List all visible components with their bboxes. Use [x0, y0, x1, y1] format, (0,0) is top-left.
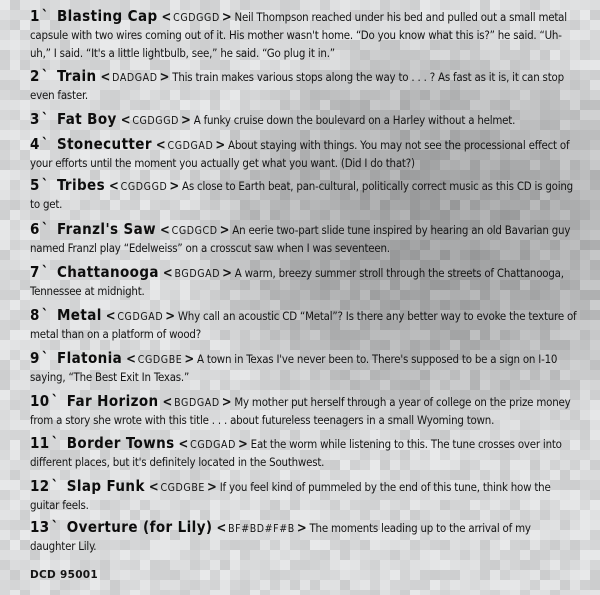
track-11: 11 ` Border Towns < CGDGAD > Eat the worm while listening to this. The tune crosses over into different places, but it's definitely located in the Southwest.: [30, 434, 562, 470]
track-title: Far Horizon: [66, 392, 159, 410]
track-number: 3: [30, 110, 40, 128]
track-tuning: CGDGGD: [132, 115, 180, 127]
track-9: 9 ` Flatonia < CGDGBE > A town in Texas I've never been to. There's supposed to be a sign on I-10 saying, “The Best Exit In Texas.”: [30, 349, 558, 385]
track-6: 6 ` Franzl's Saw < CGDGCD > An eerie two-part slide tune inspired by hearing an old Bavarian guy named Franzl play “Edelweiss” on a crosscut saw when I was seventeen.: [30, 220, 571, 256]
track-title: Flatonia: [56, 349, 123, 367]
track-description: The moments leading up to the arrival of my daughter Lily.: [30, 521, 531, 554]
track-tuning: CGDGBE: [137, 354, 183, 366]
track-number: 2: [30, 67, 40, 85]
track-title: Metal: [56, 306, 102, 324]
track-1: 1 ` Blasting Cap < CGDGGD > Neil Thompson reached under his bed and pulled out a small metal capsule with two wires coming out of it. His mother wasn't home. “Do you know what this is?” he said. “Uh-uh,” I said. “It's a little lightbulb, see,” he said. “Go plug it in.”: [30, 7, 567, 60]
track-8: 8 ` Metal < CGDGAD > Why call an acoustic CD “Metal”? Is there any better way to evoke the texture of metal than on a platform of wood?: [30, 306, 577, 342]
track-tuning: BGDGAD: [174, 268, 221, 280]
track-tuning: CGDGAD: [117, 311, 164, 323]
track-number: 1: [30, 7, 40, 25]
track-number: 5: [30, 176, 40, 194]
track-description: Why call an acoustic CD “Metal”? Is there any better way to evoke the texture of metal than on a platform of wood?: [30, 309, 577, 342]
track-description: Neil Thompson reached under his bed and pulled out a small metal capsule with two wires coming out of it. His mother wasn't home. “Do you know what this is?” he said. “Uh-uh,” I said. “It's a little lightbulb, see,” he said. “Go plug it in.”: [30, 10, 567, 60]
track-title: Tribes: [56, 176, 106, 194]
track-description: An eerie two-part slide tune inspired by hearing an old Bavarian guy named Franzl play “Edelweiss” on a crosscut saw when I was seventeen.: [30, 223, 571, 256]
track-3: 3 ` Fat Boy < CGDGGD > A funky cruise down the boulevard on a Harley without a helmet.: [30, 110, 516, 128]
track-description: My mother put herself through a year of college on the prize money from a story she wrote with this title . . . about futureless teenagers in a small Wyoming town.: [30, 395, 571, 428]
track-4: 4 ` Stonecutter < CGDGAD > About staying with things. You may not see the processional effect of your efforts until the moment you actually get what you want. (Did I do that?): [30, 135, 570, 171]
track-number: 12: [30, 477, 50, 495]
track-title: Train: [56, 67, 97, 85]
track-number: 9: [30, 349, 40, 367]
track-description: This train makes various stops along the way to . . . ? As fast as it is, it can stop even faster.: [30, 70, 564, 103]
track-number: 10: [30, 392, 50, 410]
track-13: 13 ` Overture (for Lily) < BF#BD#F#B > The moments leading up to the arrival of my daughter Lily.: [30, 518, 531, 554]
track-number: 8: [30, 306, 40, 324]
track-tuning: BGDGAD: [174, 397, 220, 409]
track-description: If you feel kind of pummeled by the end of this tune, think how the guitar feels.: [30, 480, 551, 513]
catalog-number: DCD 95001: [30, 569, 99, 581]
track-tuning: CGDGBE: [160, 482, 206, 494]
track-tuning: DADGAD: [112, 72, 158, 84]
track-number: 11: [30, 434, 50, 452]
track-description: A warm, breezy summer stroll through the streets of Chattanooga, Tennessee at midnight.: [30, 266, 564, 299]
track-7: 7 ` Chattanooga < BGDGAD > A warm, breezy summer stroll through the streets of Chattanooga, Tennessee at midnight.: [30, 263, 564, 299]
track-tuning: BF#BD#F#B: [228, 523, 295, 535]
track-number: 6: [30, 220, 40, 238]
track-tuning: CGDGCD: [171, 225, 218, 237]
track-title: Franzl's Saw: [56, 220, 157, 238]
track-2: 2 ` Train < DADGAD > This train makes various stops along the way to . . . ? As fast as it is, it can stop even faster.: [30, 67, 564, 103]
track-title: Fat Boy: [56, 110, 117, 128]
track-description: As close to Earth beat, pan-cultural, politically correct music as this CD is going to get.: [30, 179, 573, 212]
track-tuning: CGDGAD: [190, 439, 236, 451]
track-title: Border Towns: [66, 434, 175, 452]
track-title: Stonecutter: [56, 135, 152, 153]
track-description: About staying with things. You may not see the processional effect of your efforts until the moment you actually get what you want. (Did I do that?): [30, 138, 570, 171]
track-number: 13: [30, 518, 50, 536]
track-title: Slap Funk: [66, 477, 145, 495]
track-12: 12 ` Slap Funk < CGDGBE > If you feel kind of pummeled by the end of this tune, think how the guitar feels.: [30, 477, 551, 513]
track-title: Blasting Cap: [56, 7, 158, 25]
track-5: 5 ` Tribes < CGDGGD > As close to Earth beat, pan-cultural, politically correct music as this CD is going to get.: [30, 176, 573, 212]
track-tuning: CGDGGD: [173, 12, 220, 24]
track-10: 10 ` Far Horizon < BGDGAD > My mother put herself through a year of college on the prize money from a story she wrote with this title . . . about futureless teenagers in a small Wyoming town.: [30, 392, 571, 428]
track-title: Chattanooga: [56, 263, 159, 281]
track-number: 7: [30, 263, 40, 281]
track-tuning: CGDGAD: [167, 140, 214, 152]
track-description: A town in Texas I've never been to. There's supposed to be a sign on I-10 saying, “The Best Exit In Texas.”: [30, 352, 558, 385]
track-title: Overture (for Lily): [66, 518, 213, 536]
track-tuning: CGDGGD: [120, 181, 168, 193]
track-description: A funky cruise down the boulevard on a Harley without a helmet.: [193, 113, 516, 127]
track-number: 4: [30, 135, 40, 153]
track-description: Eat the worm while listening to this. The tune crosses over into different places, but it's definitely located in the Southwest.: [30, 437, 562, 470]
